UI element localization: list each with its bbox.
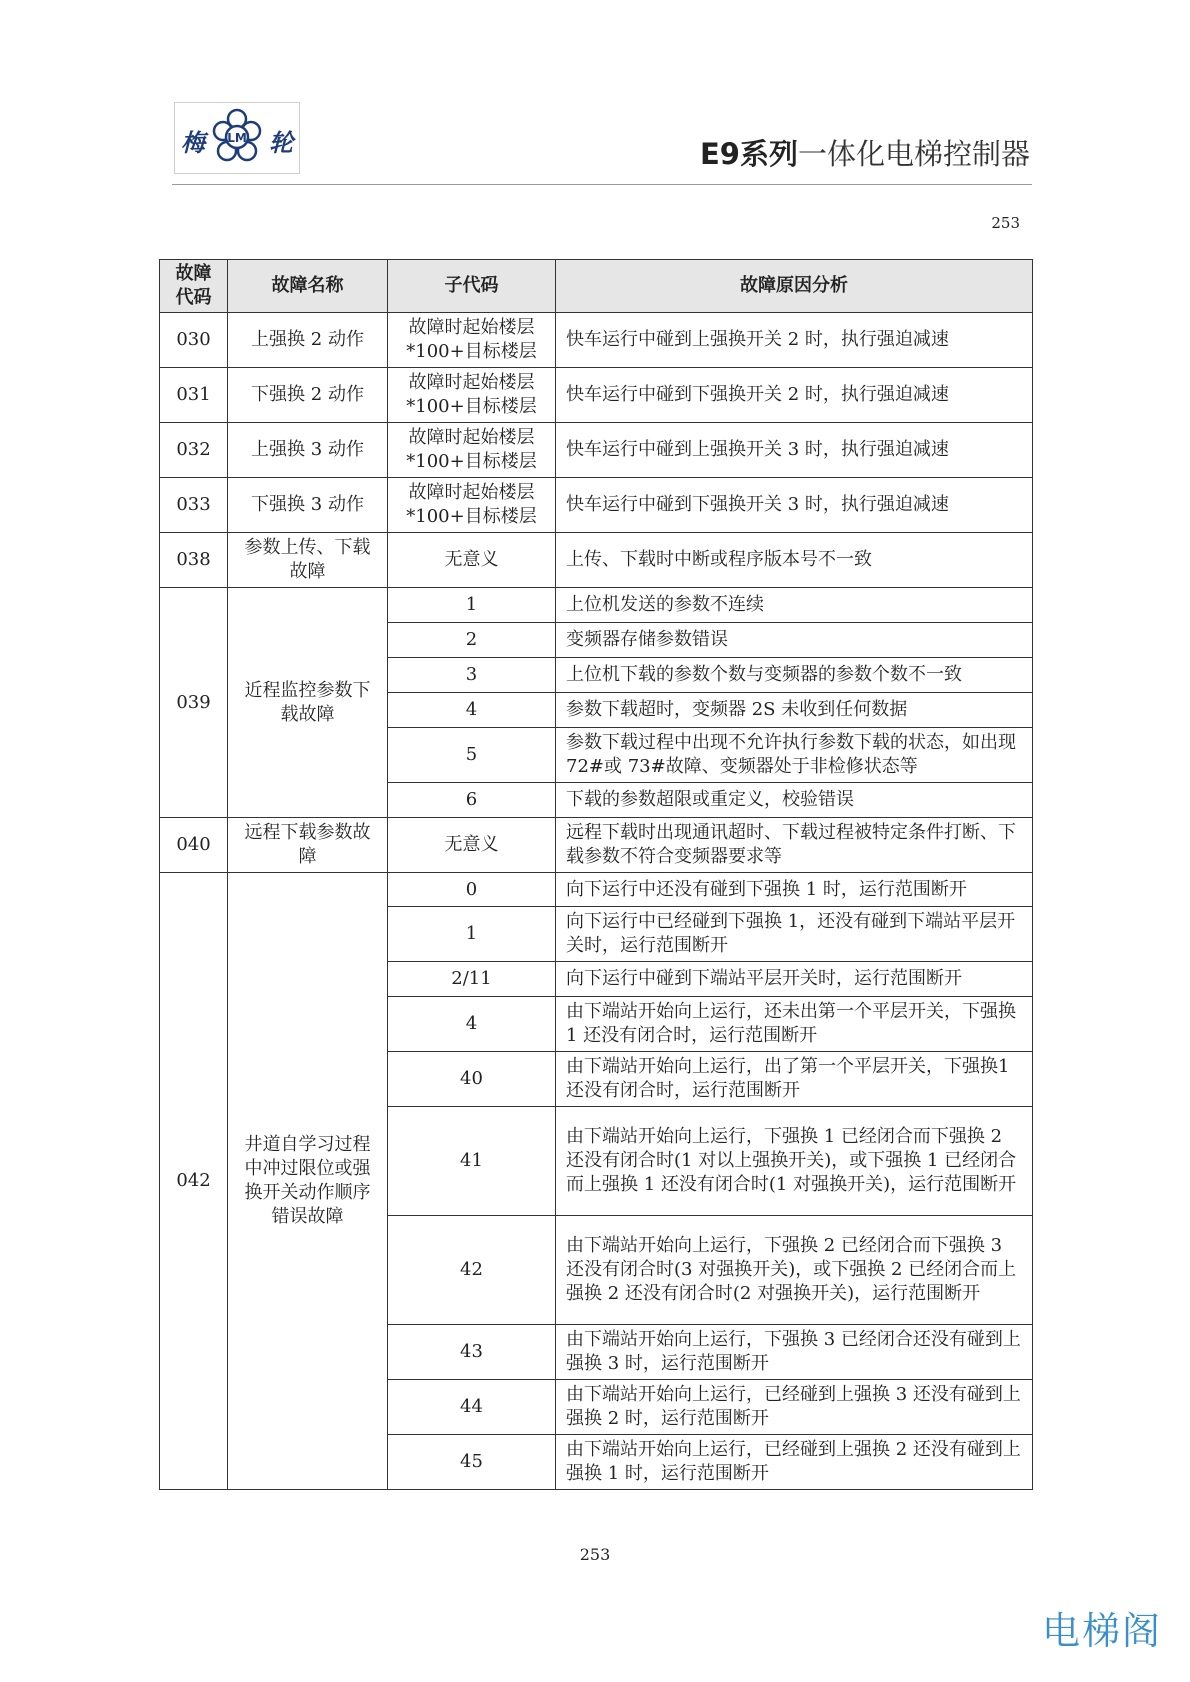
fault-cause: 由下端站开始向上运行，已经碰到上强换 2 还没有碰到上强换 1 时，运行范围断开 [556, 1435, 1033, 1490]
document-title [700, 132, 1030, 173]
title-product: 一体化电梯控制器 [797, 137, 1030, 171]
fault-cause: 变频器存储参数错误 [556, 623, 1033, 658]
fault-cause: 参数下载超时，变频器 2S 未收到任何数据 [556, 693, 1033, 728]
sub-code: 4 [388, 997, 556, 1052]
watermark: 电梯阁 [1041, 1609, 1162, 1653]
header-fault-cause: 故障原因分析 [556, 260, 1033, 313]
fault-code: 038 [160, 533, 228, 588]
plum-blossom-icon [211, 107, 263, 169]
sub-code: 40 [388, 1052, 556, 1107]
fault-name: 井道自学习过程中冲过限位或强换开关动作顺序错误故障 [228, 873, 388, 1490]
fault-cause: 由下端站开始向上运行，已经碰到上强换 3 还没有碰到上强换 2 时，运行范围断开 [556, 1380, 1033, 1435]
sub-code: 5 [388, 728, 556, 783]
fault-code: 040 [160, 818, 228, 873]
sub-code: 1 [388, 588, 556, 623]
fault-cause: 快车运行中碰到上强换开关 3 时，执行强迫减速 [556, 423, 1033, 478]
fault-cause: 由下端站开始向上运行，还未出第一个平层开关，下强换 1 还没有闭合时，运行范围断开 [556, 997, 1033, 1052]
sub-code: 42 [388, 1216, 556, 1325]
fault-code: 033 [160, 478, 228, 533]
fault-cause: 下载的参数超限或重定义，校验错误 [556, 783, 1033, 818]
fault-cause: 快车运行中碰到下强换开关 3 时，执行强迫减速 [556, 478, 1033, 533]
table-row [160, 313, 1033, 368]
fault-code: 030 [160, 313, 228, 368]
fault-cause: 参数下载过程中出现不允许执行参数下载的状态，如出现 72#或 73#故障、变频器处于非检修状态等 [556, 728, 1033, 783]
sub-code: 0 [388, 873, 556, 907]
header-divider [172, 184, 1032, 185]
fault-cause: 上位机发送的参数不连续 [556, 588, 1033, 623]
fault-cause: 快车运行中碰到上强换开关 2 时，执行强迫减速 [556, 313, 1033, 368]
table-row [160, 818, 1033, 873]
fault-cause: 向下运行中已经碰到下强换 1，还没有碰到下端站平层开关时，运行范围断开 [556, 907, 1033, 962]
table-row [160, 588, 1033, 623]
header-fault-name: 故障名称 [228, 260, 388, 313]
table-row [160, 478, 1033, 533]
fault-name: 参数上传、下载故障 [228, 533, 388, 588]
fault-cause: 由下端站开始向上运行，出了第一个平层开关，下强换1还没有闭合时，运行范围断开 [556, 1052, 1033, 1107]
fault-name: 下强换 3 动作 [228, 478, 388, 533]
fault-name: 近程监控参数下载故障 [228, 588, 388, 818]
sub-code: 45 [388, 1435, 556, 1490]
sub-code: 2 [388, 623, 556, 658]
fault-cause: 由下端站开始向上运行，下强换 1 已经闭合而下强换 2 还没有闭合时(1 对以上强换开关)，或下强换 1 已经闭合而上强换 1 还没有闭合时(1 对强换开关)，运行范围断开 [556, 1107, 1033, 1216]
title-series: E9系列 [699, 137, 798, 171]
sub-code: 无意义 [388, 818, 556, 873]
fault-code: 042 [160, 873, 228, 1490]
sub-code: 无意义 [388, 533, 556, 588]
sub-code: 2/11 [388, 962, 556, 997]
header-sub-code: 子代码 [388, 260, 556, 313]
table-row [160, 533, 1033, 588]
fault-cause: 上传、下载时中断或程序版本号不一致 [556, 533, 1033, 588]
logo-mark: LM [227, 131, 247, 145]
sub-code: 1 [388, 907, 556, 962]
sub-code: 41 [388, 1107, 556, 1216]
fault-name: 上强换 2 动作 [228, 313, 388, 368]
fault-code-table [159, 259, 1033, 1490]
sub-code: 故障时起始楼层*100+目标楼层 [388, 478, 556, 533]
fault-name: 上强换 3 动作 [228, 423, 388, 478]
fault-code: 032 [160, 423, 228, 478]
table-row [160, 873, 1033, 907]
sub-code: 故障时起始楼层*100+目标楼层 [388, 423, 556, 478]
fault-code: 031 [160, 368, 228, 423]
fault-cause: 远程下载时出现通讯超时、下载过程被特定条件打断、下载参数不符合变频器要求等 [556, 818, 1033, 873]
table-row [160, 368, 1033, 423]
sub-code: 6 [388, 783, 556, 818]
logo-left-char: 梅 [181, 128, 205, 157]
fault-code: 039 [160, 588, 228, 818]
page-number-bottom: 253 [579, 1545, 611, 1564]
sub-code: 44 [388, 1380, 556, 1435]
sub-code: 故障时起始楼层*100+目标楼层 [388, 313, 556, 368]
logo-right-char: 轮 [269, 128, 293, 157]
header-fault-code: 故障 代码 [160, 260, 228, 313]
table-header-row [160, 260, 1033, 313]
sub-code: 4 [388, 693, 556, 728]
sub-code: 3 [388, 658, 556, 693]
table-row [160, 423, 1033, 478]
company-logo [174, 102, 300, 174]
page-number-top: 253 [991, 214, 1020, 232]
fault-name: 远程下载参数故障 [228, 818, 388, 873]
fault-cause: 向下运行中碰到下端站平层开关时，运行范围断开 [556, 962, 1033, 997]
fault-cause: 上位机下载的参数个数与变频器的参数个数不一致 [556, 658, 1033, 693]
fault-cause: 由下端站开始向上运行，下强换 3 已经闭合还没有碰到上强换 3 时，运行范围断开 [556, 1325, 1033, 1380]
sub-code: 43 [388, 1325, 556, 1380]
fault-name: 下强换 2 动作 [228, 368, 388, 423]
fault-cause: 快车运行中碰到下强换开关 2 时，执行强迫减速 [556, 368, 1033, 423]
fault-cause: 由下端站开始向上运行，下强换 2 已经闭合而下强换 3 还没有闭合时(3 对强换开关)，或下强换 2 已经闭合而上强换 2 还没有闭合时(2 对强换开关)，运行范围断开 [556, 1216, 1033, 1325]
sub-code: 故障时起始楼层*100+目标楼层 [388, 368, 556, 423]
fault-cause: 向下运行中还没有碰到下强换 1 时，运行范围断开 [556, 873, 1033, 907]
